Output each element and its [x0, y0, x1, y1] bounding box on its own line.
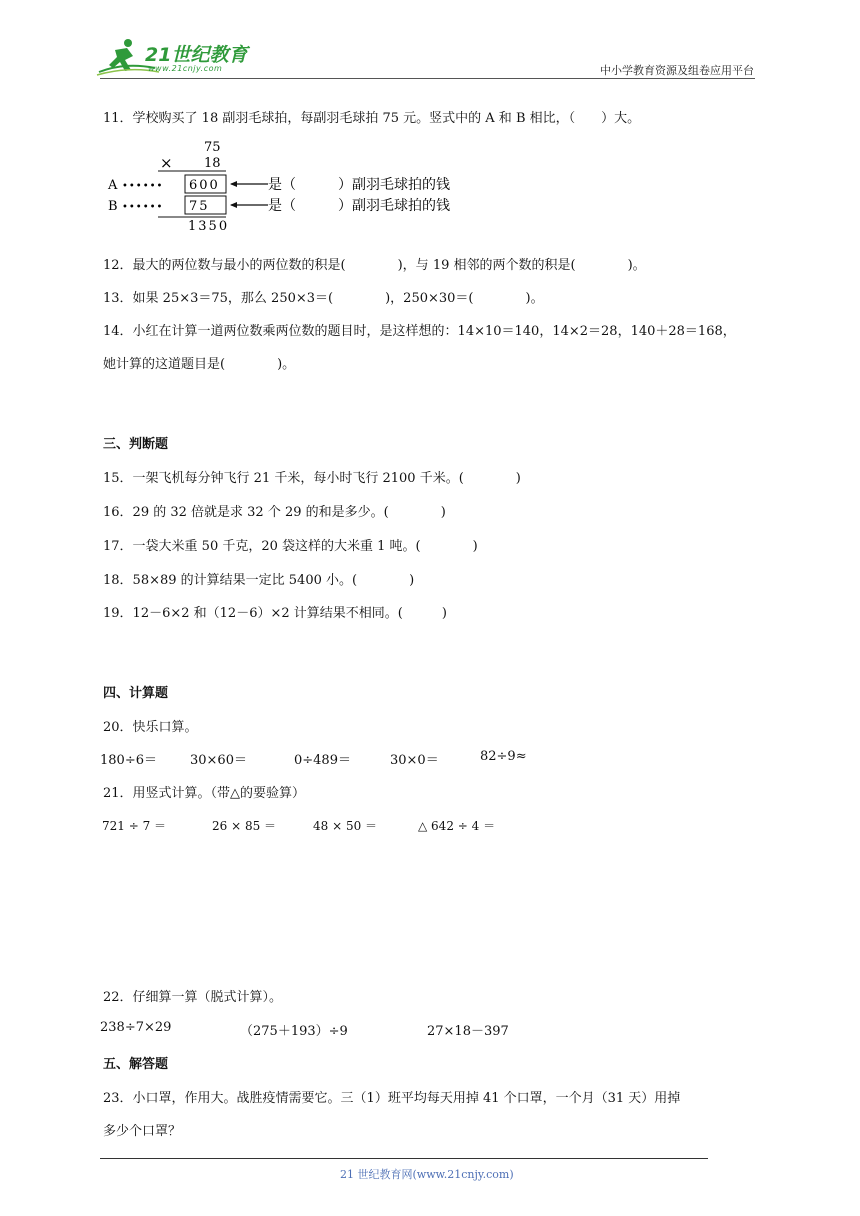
question-23-line-1: 23．小口罩，作用大。战胜疫情需要它。三（1）班平均每天用掉 41 个口罩，一个月（31 天）用掉	[103, 1091, 681, 1106]
header-divider	[100, 78, 755, 79]
fig-dots-b: ••••••	[122, 202, 164, 213]
vertical-multiplication-figure	[100, 138, 470, 232]
q20-item: 30×60＝	[190, 753, 247, 768]
fig-dots-a: ••••••	[122, 181, 164, 192]
question-21: 21．用竖式计算。（带△的要验算）	[103, 786, 306, 801]
question-14-line-2: 她计算的这道题目是( )。	[103, 357, 296, 372]
fig-caption-a: 是（ ）副羽毛球拍的钱	[268, 177, 450, 193]
section-title-judgement: 三、判断题	[103, 437, 169, 452]
question-11: 11．学校购买了 18 副羽毛球拍，每副羽毛球拍 75 元。竖式中的 A 和 B 相比，（ ）大。	[103, 111, 641, 126]
fig-partial-b: 75	[189, 199, 210, 214]
fig-label-a: A	[108, 178, 118, 193]
question-23-line-2: 多少个口罩？	[103, 1124, 182, 1139]
header-platform-text: 中小学教育资源及组卷应用平台	[600, 64, 754, 77]
question-18: 18．58×89 的计算结果一定比 5400 小。( )	[103, 573, 415, 588]
question-13: 13．如果 25×3＝75，那么 250×3＝( )，250×30＝( )。	[103, 291, 544, 306]
fig-arrowhead-b	[230, 202, 237, 208]
question-15: 15．一架飞机每分钟飞行 21 千米，每小时飞行 2100 千米。( )	[103, 471, 521, 486]
q21-item: △ 642 ÷ 4 ＝	[418, 819, 496, 833]
footer-divider	[100, 1158, 708, 1159]
question-16: 16．29 的 32 倍就是求 32 个 29 的和是多少。( )	[103, 505, 446, 520]
section-title-answer: 五、解答题	[103, 1057, 169, 1072]
logo-url-text: www.21cnjy.com	[148, 64, 223, 73]
question-17: 17．一袋大米重 50 千克，20 袋这样的大米重 1 吨。( )	[103, 539, 478, 554]
q20-item: 0÷489＝	[294, 753, 351, 768]
question-14-line-1: 14．小红在计算一道两位数乘两位数的题目时，是这样想的：14×10＝140，14×2＝28，140＋28＝168，	[103, 324, 736, 339]
footer-source-link[interactable]: 21 世纪教育网(www.21cnjy.com)	[340, 1168, 514, 1181]
fig-arrowhead-a	[230, 181, 237, 187]
fig-label-b: B	[108, 199, 118, 214]
fig-partial-a: 600	[189, 178, 220, 193]
fig-caption-b: 是（ ）副羽毛球拍的钱	[268, 198, 450, 214]
fig-multiplier: 18	[204, 156, 221, 171]
q21-item: 48 × 50 ＝	[313, 819, 378, 833]
q21-item: 721 ÷ 7 ＝	[102, 819, 167, 833]
fig-multiplicand: 75	[204, 140, 221, 155]
question-22: 22．仔细算一算（脱式计算）。	[103, 990, 283, 1005]
q21-item: 26 × 85 ＝	[212, 819, 277, 833]
q22-item: 27×18－397	[427, 1024, 509, 1039]
question-19: 19．12－6×2 和（12－6）×2 计算结果不相同。( )	[103, 606, 447, 621]
question-20: 20．快乐口算。	[103, 720, 198, 735]
q20-item: 30×0＝	[390, 753, 439, 768]
fig-times-sign: ×	[160, 154, 173, 172]
q20-item: 180÷6＝	[100, 753, 157, 768]
q22-item: 238÷7×29	[100, 1020, 172, 1035]
fig-result: 1350	[188, 219, 230, 232]
logo-brand-text: 21世纪教育	[145, 44, 248, 66]
q20-item: 82÷9≈	[480, 749, 527, 764]
question-12: 12．最大的两位数与最小的两位数的积是( )，与 19 相邻的两个数的积是( )。	[103, 258, 646, 273]
q22-item: （275＋193）÷9	[240, 1024, 348, 1039]
section-title-calculation: 四、计算题	[103, 686, 169, 701]
